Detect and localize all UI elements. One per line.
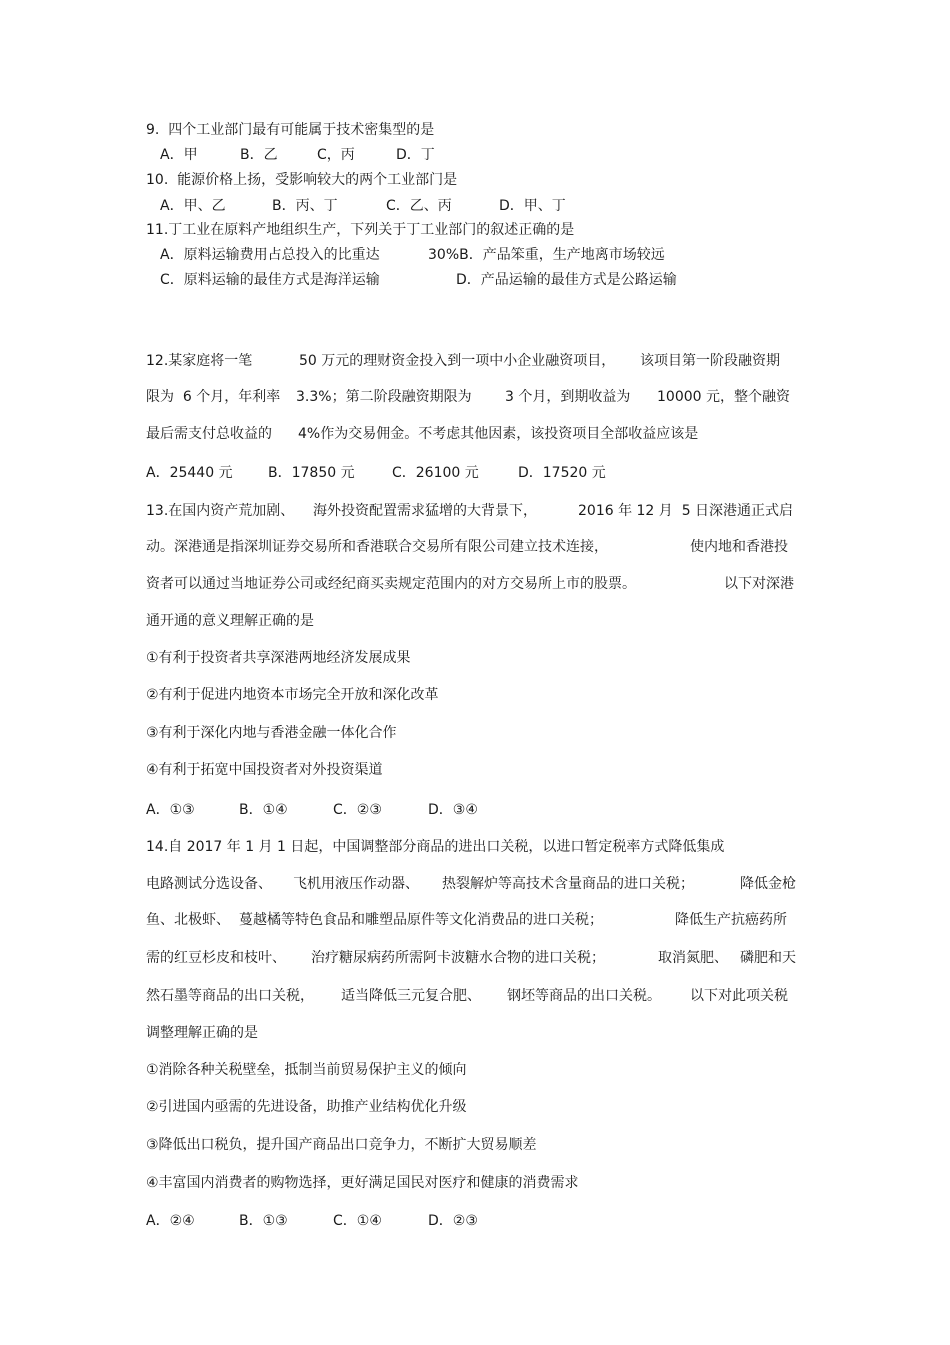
q13-line-2a: 动。深港通是指深圳证券交易所和香港联合交易所有限公司建立技术连接， [146,539,608,555]
q12-line-2a: 限为 6 个月，年利率 [146,389,281,405]
q11-option-d: D．产品运输的最佳方式是公路运输 [456,272,677,288]
q12-option-a: A．25440 元 [146,465,233,481]
q12-line-1a: 12.某家庭将一笔 [146,353,253,369]
q14-item-1: ①消除各种关税壁垒，抵制当前贸易保护主义的倾向 [146,1062,467,1078]
q12-option-b: B．17850 元 [268,465,355,481]
q13-line-3a: 资者可以通过当地证券公司或经纪商买卖规定范围内的对方交易所上市的股票。 [146,576,636,592]
q14-line-2b: 飞机用液压作动器、 [293,876,419,892]
q14-option-d: D．②③ [428,1213,478,1229]
q13-line-2b: 使内地和香港投 [690,539,788,555]
q13-line-1c: 2016 年 12 月 5 日深港通正式启 [578,503,794,519]
q10-option-c: C．乙、丙 [386,198,452,214]
q14-line-4b: 治疗糖尿病药所需阿卡波糖水合物的进口关税； [311,950,605,966]
q9-option-d: D．丁 [396,147,435,163]
q12-line-2d: 10000 元，整个融资 [657,389,790,405]
q10-option-d: D．甲、丁 [499,198,566,214]
q14-line-2d: 降低金枪 [740,876,796,892]
q12-line-1c: 该项目第一阶段融资期 [640,353,780,369]
q10-option-b: B．丙、丁 [272,198,338,214]
q13-item-3: ③有利于深化内地与香港金融一体化合作 [146,725,397,741]
q14-line-1: 14.自 2017 年 1 月 1 日起，中国调整部分商品的进出口关税，以进口暂定税率方式降低集成 [146,839,725,855]
q13-option-c: C．②③ [333,802,382,818]
q13-option-a: A．①③ [146,802,195,818]
q13-option-b: B．①④ [239,802,288,818]
q12-option-d: D．17520 元 [518,465,606,481]
q13-item-1: ①有利于投资者共享深港两地经济发展成果 [146,650,411,666]
q9-option-b: B．乙 [240,147,278,163]
q14-line-5b: 适当降低三元复合肥、 [341,988,481,1004]
q13-line-1b: 海外投资配置需求猛增的大背景下， [313,503,537,519]
q9-stem: 9. 四个工业部门最有可能属于技术密集型的是 [146,122,435,138]
q14-option-a: A．②④ [146,1213,195,1229]
q12-line-2c: 3 个月，到期收益为 [505,389,631,405]
q12-line-3a: 最后需支付总收益的 [146,426,272,442]
q12-line-1b: 50 万元的理财资金投入到一项中小企业融资项目， [299,353,616,369]
q14-line-2a: 电路测试分选设备、 [146,876,272,892]
q14-option-b: B．①③ [239,1213,288,1229]
q14-option-c: C．①④ [333,1213,382,1229]
q13-line-4: 通开通的意义理解正确的是 [146,613,314,629]
q14-line-4d: 磷肥和天 [740,950,796,966]
q13-line-3b: 以下对深港 [724,576,794,592]
q9-option-c: C，丙 [317,147,355,163]
q13-item-4: ④有利于拓宽中国投资者对外投资渠道 [146,762,383,778]
q14-item-4: ④丰富国内消费者的购物选择，更好满足国民对医疗和健康的消费需求 [146,1175,579,1191]
q14-line-4c: 取消氮肥、 [658,950,728,966]
q14-line-5a: 然石墨等商品的出口关税， [146,988,314,1004]
q9-option-a: A．甲 [160,147,198,163]
q14-item-3: ③降低出口税负，提升国产商品出口竞争力，不断扩大贸易顺差 [146,1137,537,1153]
q14-line-5d: 以下对此项关税 [690,988,788,1004]
q14-line-3a: 鱼、北极虾、 [146,912,230,928]
q13-line-1a: 13.在国内资产荒加剧、 [146,503,295,519]
q10-stem: 10. 能源价格上扬，受影响较大的两个工业部门是 [146,172,458,188]
q14-line-2c: 热裂解炉等高技术含量商品的进口关税； [442,876,694,892]
q12-line-3b: 4%作为交易佣金。不考虑其他因素，该投资项目全部收益应该是 [298,426,699,442]
q14-line-3b: 蔓越橘等特色食品和雕塑品原件等文化消费品的进口关税； [239,912,603,928]
q14-line-5c: 钢坯等商品的出口关税。 [507,988,661,1004]
q14-line-3c: 降低生产抗癌药所 [675,912,787,928]
q11-stem: 11.丁工业在原料产地组织生产，下列关于丁工业部门的叙述正确的是 [146,222,575,238]
q13-item-2: ②有利于促进内地资本市场完全开放和深化改革 [146,687,439,703]
q12-line-2b: 3.3%；第二阶段融资期限为 [296,389,472,405]
q11-option-a: A．原料运输费用占总投入的比重达 [160,247,380,263]
q14-item-2: ②引进国内亟需的先进设备，助推产业结构优化升级 [146,1099,467,1115]
q11-option-c: C．原料运输的最佳方式是海洋运输 [160,272,380,288]
q13-option-d: D．③④ [428,802,478,818]
q10-option-a: A．甲、乙 [160,198,226,214]
q12-option-c: C．26100 元 [392,465,479,481]
q14-line-4a: 需的红豆杉皮和枝叶、 [146,950,286,966]
q14-line-6: 调整理解正确的是 [146,1025,258,1041]
q11-option-a-b: 30%B．产品笨重，生产地离市场较远 [428,247,665,263]
